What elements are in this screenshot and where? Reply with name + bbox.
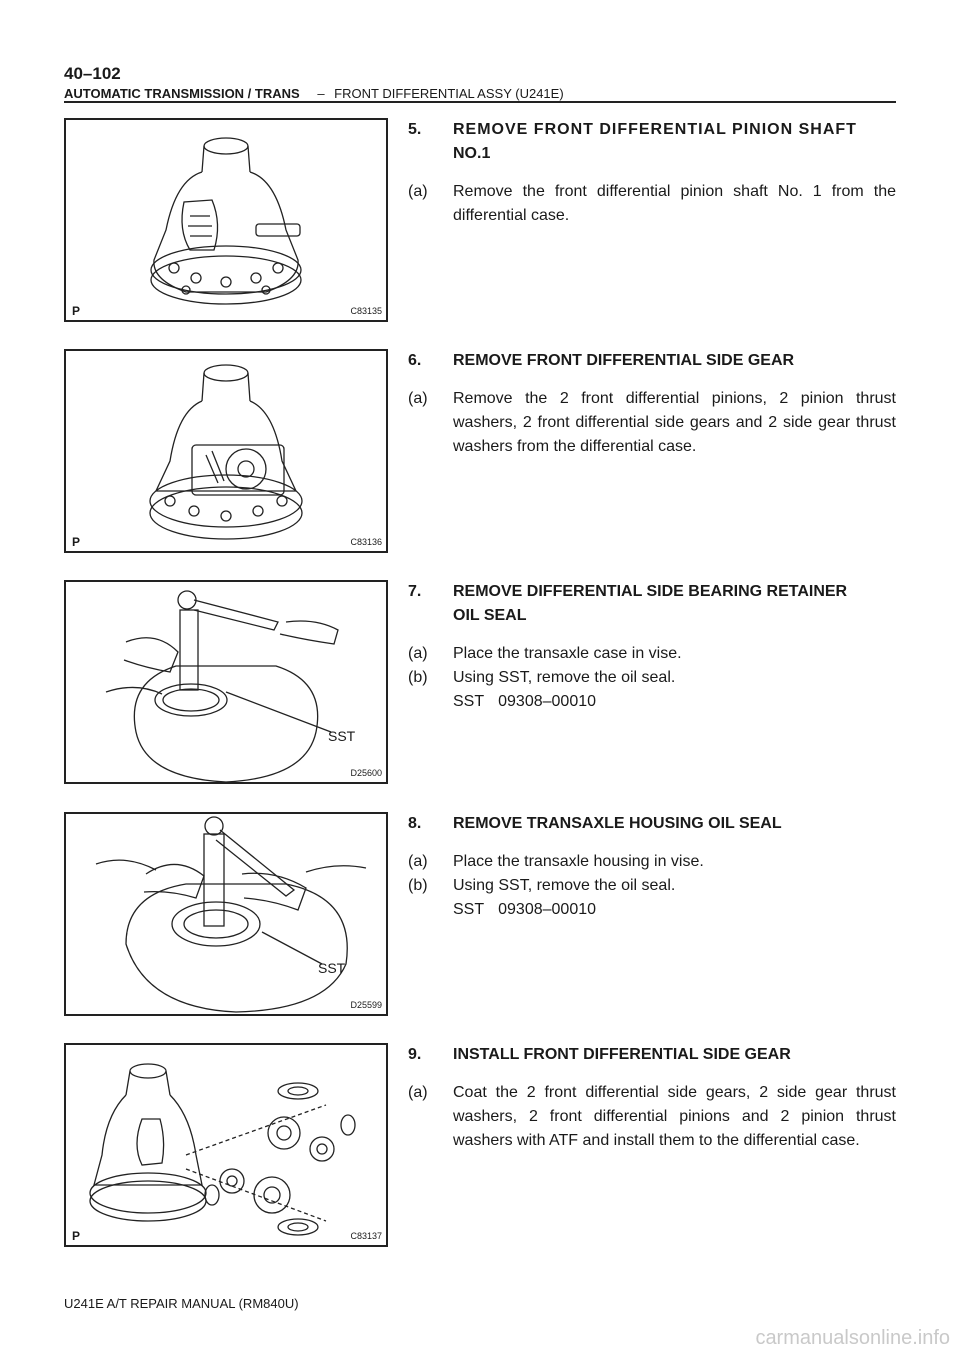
side-gear-case-illustration bbox=[66, 351, 386, 551]
figure-sst-label: SST bbox=[318, 960, 346, 976]
substep bbox=[408, 666, 896, 690]
step-title-text-line2: OIL SEAL bbox=[453, 607, 527, 624]
header-subsection: FRONT DIFFERENTIAL ASSY (U241E) bbox=[334, 86, 564, 101]
step-title-text: REMOVE DIFFERENTIAL SIDE BEARING RETAINER bbox=[453, 583, 848, 600]
footer-manual-id: U241E A/T REPAIR MANUAL (RM840U) bbox=[64, 1296, 299, 1311]
substep-text: Coat the 2 front differential side gears, 2 side gear thrust washers, 2 front differential pinions and 2 pinion thrust washers with ATF and install them to the differential case. bbox=[453, 1084, 896, 1149]
figure-remove-pinion-shaft bbox=[64, 118, 388, 322]
step-title-continued bbox=[408, 142, 896, 166]
step-number: 6. bbox=[408, 352, 422, 369]
step-title-continued bbox=[408, 604, 896, 628]
substep-text: Remove the 2 front differential pinions, 2 pinion thrust washers, 2 front differential side gears and 2 side gear thrust washers from the differential case. bbox=[453, 390, 896, 455]
figure-remove-housing-oil-seal bbox=[64, 812, 388, 1016]
header-rule bbox=[64, 101, 896, 103]
step-title bbox=[408, 118, 896, 142]
figure-install-side-gear bbox=[64, 1043, 388, 1247]
substep-label: (a) bbox=[408, 1084, 428, 1101]
watermark: carmanualsonline.info bbox=[755, 1327, 950, 1349]
substep bbox=[408, 180, 896, 228]
substep-text: Remove the front differential pinion shaft No. 1 from the differential case. bbox=[453, 183, 896, 224]
figure-code: D25599 bbox=[350, 1000, 382, 1010]
substep-text: Place the transaxle case in vise. bbox=[453, 645, 682, 662]
substep-text: Using SST, remove the oil seal. bbox=[453, 877, 676, 894]
step-title bbox=[408, 349, 896, 373]
figure-p-mark: P bbox=[72, 535, 81, 549]
substep bbox=[408, 1081, 896, 1153]
figure-p-mark: P bbox=[72, 304, 81, 318]
substep bbox=[408, 850, 896, 874]
figure-sst-label: SST bbox=[328, 728, 356, 744]
step-8 bbox=[408, 812, 896, 922]
retainer-oil-seal-illustration bbox=[66, 582, 386, 788]
figure-p-mark: P bbox=[72, 1229, 81, 1243]
step-title bbox=[408, 580, 896, 604]
differential-case-illustration bbox=[66, 120, 386, 320]
step-title-text: REMOVE TRANSAXLE HOUSING OIL SEAL bbox=[453, 815, 782, 832]
sst-spec bbox=[408, 690, 896, 714]
sst-number: 09308–00010 bbox=[498, 693, 597, 710]
step-title-text: REMOVE FRONT DIFFERENTIAL SIDE GEAR bbox=[453, 352, 795, 369]
substep bbox=[408, 387, 896, 459]
substep-label: (a) bbox=[408, 183, 428, 200]
step-number: 9. bbox=[408, 1046, 422, 1063]
step-title-text: INSTALL FRONT DIFFERENTIAL SIDE GEAR bbox=[453, 1046, 791, 1063]
substep-text: Place the transaxle housing in vise. bbox=[453, 853, 704, 870]
sst-label: SST bbox=[453, 693, 485, 710]
header-section: AUTOMATIC TRANSMISSION / TRANS bbox=[64, 86, 300, 101]
header-separator: – bbox=[317, 86, 325, 101]
substep bbox=[408, 642, 896, 666]
sst-label: SST bbox=[453, 901, 485, 918]
step-title bbox=[408, 812, 896, 836]
figure-code: D25600 bbox=[350, 768, 382, 778]
step-7 bbox=[408, 580, 896, 714]
substep-label: (a) bbox=[408, 853, 428, 870]
substep-label: (b) bbox=[408, 669, 428, 686]
substep-label: (a) bbox=[408, 390, 428, 407]
exploded-gears-illustration bbox=[66, 1045, 386, 1245]
step-title-text-line2: NO.1 bbox=[453, 145, 491, 162]
figure-code: C83135 bbox=[350, 306, 382, 316]
substep-label: (b) bbox=[408, 877, 428, 894]
page-number: 40–102 bbox=[64, 64, 121, 83]
step-number: 8. bbox=[408, 815, 422, 832]
step-title bbox=[408, 1043, 896, 1067]
sst-spec bbox=[408, 898, 896, 922]
substep-label: (a) bbox=[408, 645, 428, 662]
sst-number: 09308–00010 bbox=[498, 901, 597, 918]
figure-code: C83137 bbox=[350, 1231, 382, 1241]
step-6 bbox=[408, 349, 896, 459]
step-9 bbox=[408, 1043, 896, 1153]
step-number: 5. bbox=[408, 121, 422, 138]
figure-remove-side-gear bbox=[64, 349, 388, 553]
housing-oil-seal-illustration bbox=[66, 814, 386, 1016]
substep-text: Using SST, remove the oil seal. bbox=[453, 669, 676, 686]
figure-remove-retainer-oil-seal bbox=[64, 580, 388, 784]
running-header bbox=[64, 86, 564, 101]
figure-code: C83136 bbox=[350, 537, 382, 547]
step-number: 7. bbox=[408, 583, 422, 600]
step-title-text: REMOVE FRONT DIFFERENTIAL PINION SHAFT bbox=[453, 121, 857, 138]
substep bbox=[408, 874, 896, 898]
step-5 bbox=[408, 118, 896, 228]
